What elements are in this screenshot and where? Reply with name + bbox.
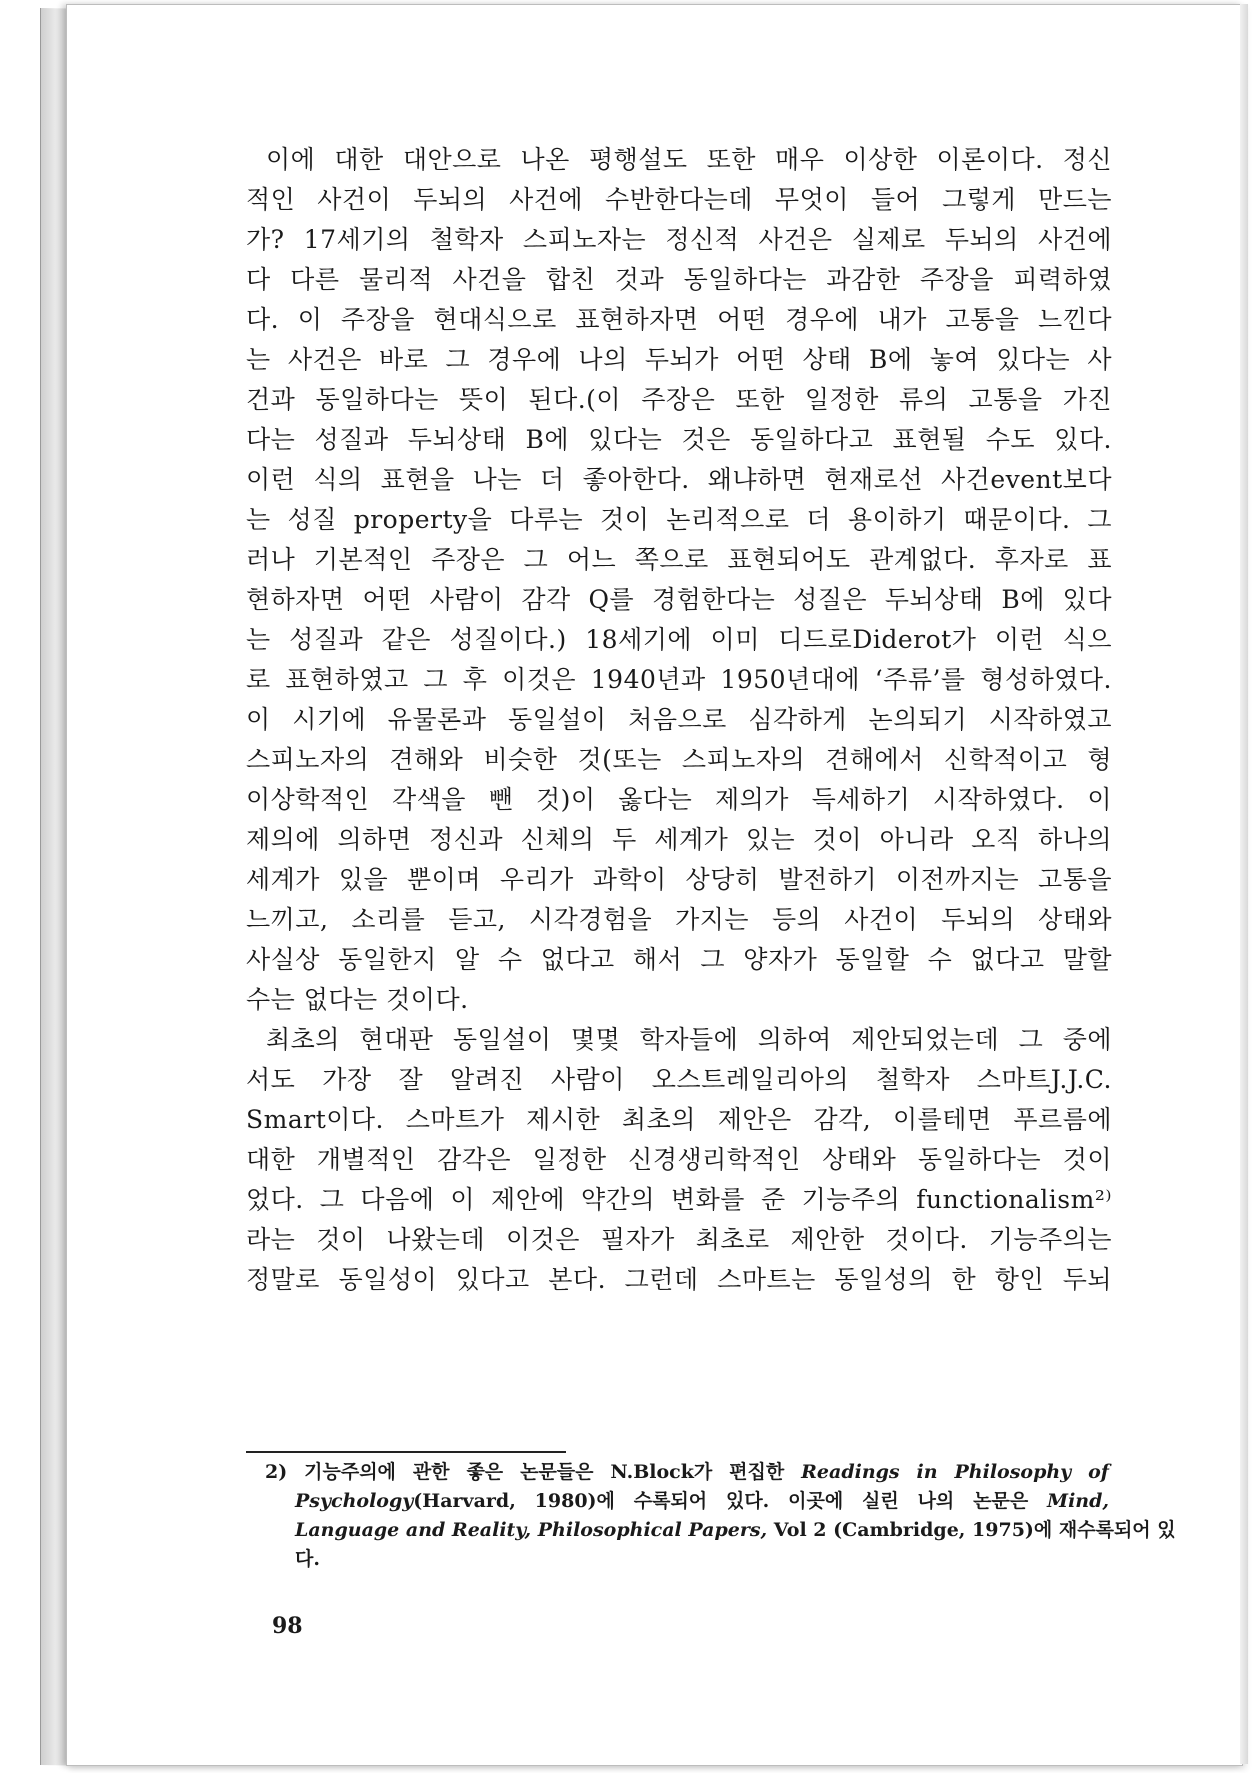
text-line: 사실상 동일한지 알 수 없다고 해서 그 양자가 동일할 수 없다고 말할 — [246, 945, 1112, 974]
page-number: 98 — [272, 1613, 303, 1639]
text-line: 이에 대한 대안으로 나온 평행설도 또한 매우 이상한 이론이다. 정신 — [266, 145, 1112, 174]
text-line: 제의에 의하면 정신과 신체의 두 세계가 있는 것이 아니라 오직 하나의 — [246, 825, 1112, 854]
footnote-text: 기능주의에 관한 좋은 논문들은 N.Block가 편집한 — [304, 1461, 802, 1483]
text-line: 수는 없다는 것이다. — [246, 985, 469, 1014]
footnote-line — [265, 1458, 1109, 1487]
footnote-divider — [246, 1451, 566, 1453]
text-line: 최초의 현대판 동일설이 몇몇 학자들에 의하여 제안되었는데 그 중에 — [266, 1025, 1112, 1054]
text-line: 었다. 그 다음에 이 제안에 약간의 변화를 준 기능주의 functionalism²⁾ — [246, 1185, 1112, 1214]
text-line: 적인 사건이 두뇌의 사건에 수반한다는데 무엇이 들어 그렇게 만드는 — [246, 185, 1112, 214]
text-line: 건과 동일하다는 뜻이 된다.(이 주장은 또한 일정한 류의 고통을 가진 — [246, 385, 1112, 414]
footnote-text: Vol 2 (Cambridge, 1975)에 재수록되어 있 — [767, 1519, 1176, 1541]
text-line: 라는 것이 나왔는데 이것은 필자가 최초로 제안한 것이다. 기능주의는 — [246, 1225, 1112, 1254]
text-line: 대한 개별적인 감각은 일정한 신경생리학적인 상태와 동일하다는 것이 — [246, 1145, 1112, 1174]
text-line: 로 표현하였고 그 후 이것은 1940년과 1950년대에 ‘주류’를 형성하였다. — [246, 665, 1112, 694]
text-line: 이 시기에 유물론과 동일설이 처음으로 심각하게 논의되기 시작하였고 — [246, 705, 1112, 734]
text-line: 는 성질과 같은 성질이다.) 18세기에 이미 디드로Diderot가 이런 식으 — [246, 625, 1112, 654]
footnote-text: (Harvard, 1980)에 수록되어 있다. 이곳에 실린 나의 논문은 — [413, 1490, 1048, 1512]
text-line: 다는 성질과 두뇌상태 B에 있다는 것은 동일하다고 표현될 수도 있다. — [246, 425, 1112, 454]
text-line: 가? 17세기의 철학자 스피노자는 정신적 사건은 실제로 두뇌의 사건에 — [246, 225, 1112, 254]
text-line: 정말로 동일성이 있다고 본다. 그런데 스마트는 동일성의 한 항인 두뇌 — [246, 1265, 1112, 1294]
text-line: 는 성질 property을 다루는 것이 논리적으로 더 용이하기 때문이다. 그 — [246, 505, 1112, 534]
text-line: 러나 기본적인 주장은 그 어느 쪽으로 표현되어도 관계없다. 후자로 표 — [246, 545, 1112, 574]
text-line: 서도 가장 잘 알려진 사람이 오스트레일리아의 철학자 스마트J.J.C. — [246, 1065, 1112, 1094]
text-line: Smart이다. 스마트가 제시한 최초의 제안은 감각, 이를테면 푸르름에 — [246, 1105, 1112, 1134]
footnote-title: Readings in Philosophy of — [801, 1461, 1109, 1483]
footnote-number: 2) — [265, 1461, 288, 1483]
footnote-title: Psychology — [295, 1490, 414, 1512]
footnote-line — [265, 1487, 1109, 1516]
footnote-title: Mind, — [1047, 1490, 1109, 1512]
text-line: 현하자면 어떤 사람이 감각 Q를 경험한다는 성질은 두뇌상태 B에 있다 — [246, 585, 1112, 614]
text-line: 다 다른 물리적 사건을 합친 것과 동일하다는 과감한 주장을 피력하였 — [246, 265, 1112, 294]
text-line: 이런 식의 표현을 나는 더 좋아한다. 왜냐하면 현재로선 사건event보다 — [246, 465, 1112, 494]
text-line: 이상학적인 각색을 뺀 것)이 옳다는 제의가 득세하기 시작하였다. 이 — [246, 785, 1112, 814]
body-text — [246, 140, 1112, 1300]
footnote-line: 다. — [295, 1548, 320, 1570]
text-line: 세계가 있을 뿐이며 우리가 과학이 상당히 발전하기 이전까지는 고통을 — [246, 865, 1112, 894]
footnote-title: Language and Reality, Philosophical Papers, — [295, 1519, 768, 1541]
footnote-line — [265, 1516, 1176, 1545]
footnote — [265, 1458, 1176, 1574]
text-line: 스피노자의 견해와 비슷한 것(또는 스피노자의 견해에서 신학적이고 형 — [246, 745, 1112, 774]
text-line: 느끼고, 소리를 듣고, 시각경험을 가지는 등의 사건이 두뇌의 상태와 — [246, 905, 1112, 934]
text-line: 는 사건은 바로 그 경우에 나의 두뇌가 어떤 상태 B에 놓여 있다는 사 — [246, 345, 1112, 374]
page-right-edge — [1240, 4, 1248, 1764]
text-line: 다. 이 주장을 현대식으로 표현하자면 어떤 경우에 내가 고통을 느낀다 — [246, 305, 1112, 334]
